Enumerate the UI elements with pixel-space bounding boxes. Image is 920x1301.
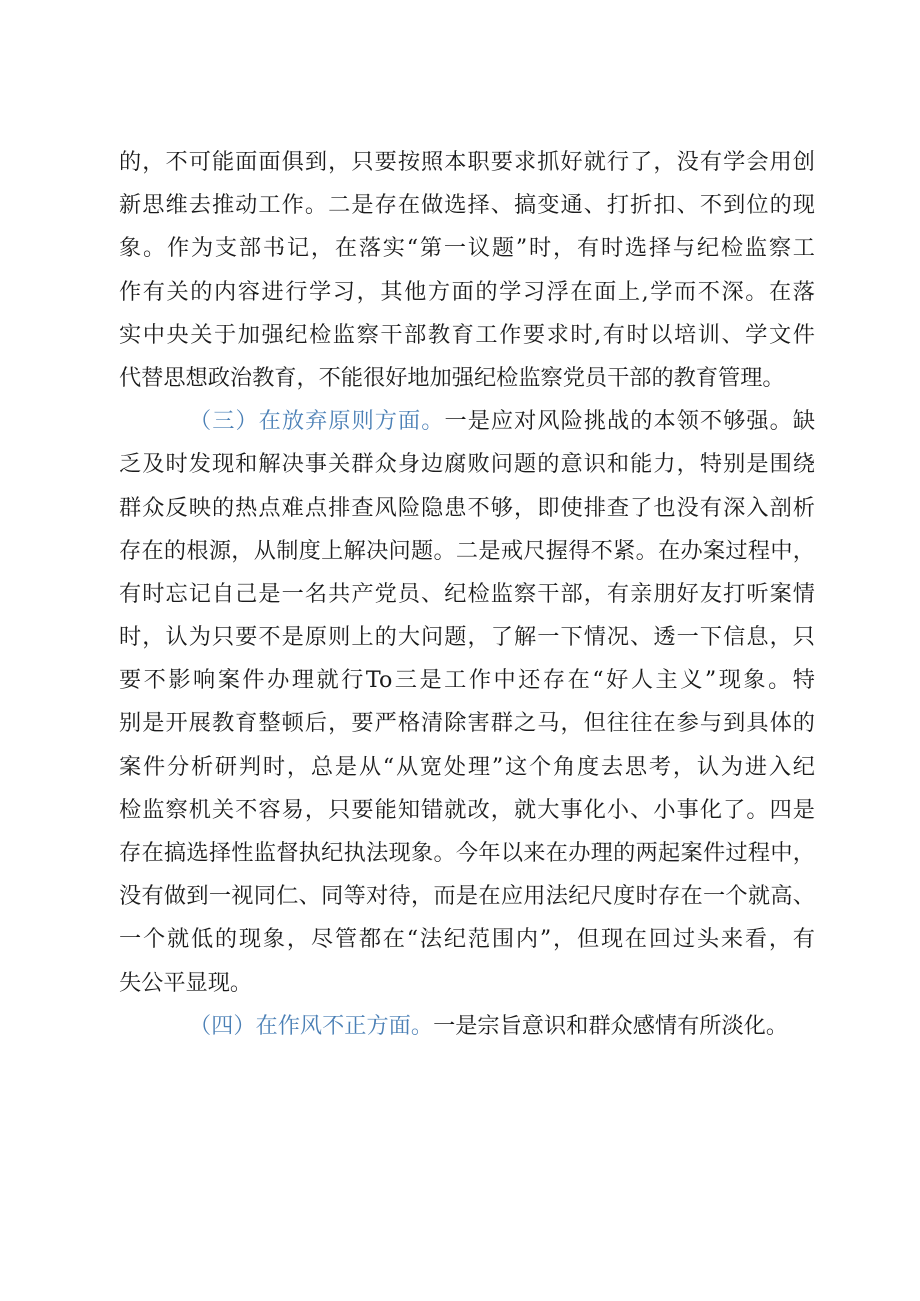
paragraph-line: 的，不可能面面俱到，只要按照本职要求抓好就行了，没有学会用创: [119, 149, 815, 175]
paragraph-line: 象。作为支部书记，在落实“第一议题”时，有时选择与纪检监察工: [119, 235, 815, 262]
section-4-heading: （四）在作风不正方面。: [189, 1012, 434, 1039]
section-4-first-line: [119, 1005, 815, 1048]
paragraph-line: 时，认为只要不是原则上的大问题，了解一下情况、透一下信息，只: [119, 624, 815, 651]
paragraph-line: 一个就低的现象，尽管都在“法纪范围内”，但现在回过头来看，有: [119, 926, 815, 953]
paragraph-line: 乏及时发现和解决事关群众身边腐败问题的意识和能力，特别是围绕: [119, 451, 815, 478]
section-3-heading: （三）在放弃原则方面。: [189, 408, 445, 435]
section-3-text: 一是应对风险挑战的本领不够强。缺: [444, 408, 816, 435]
paragraph-line: 没有做到一视同仁、同等对待，而是在应用法纪尺度时存在一个就高、: [119, 883, 815, 910]
paragraph-line: 群众反映的热点难点排查风险隐患不够，即使排查了也没有深入剖析: [119, 494, 815, 521]
paragraph-line: 要不影响案件办理就行To三是工作中还存在“好人主义”现象。特: [119, 667, 815, 694]
paragraph-line: 代替思想政治教育，不能很好地加强纪检监察党员干部的教育管理。: [119, 364, 785, 391]
paragraph-line: 别是开展教育整顿后，要严格清除害群之马，但往往在参与到具体的: [119, 710, 815, 737]
paragraph-line: 失公平显现。: [119, 969, 253, 996]
paragraph-line: 检监察机关不容易，只要能知错就改，就大事化小、小事化了。四是: [119, 796, 815, 823]
paragraph-line: 作有关的内容进行学习，其他方面的学习浮在面上,学而不深。在落: [119, 278, 815, 305]
section-4-text: 一是宗旨意识和群众感情有所淡化。: [433, 1012, 789, 1039]
paragraph-line: 案件分析研判时，总是从“从宽处理”这个角度去思考，认为进入纪: [119, 753, 815, 780]
paragraph-line: 实中央关于加强纪检监察干部教育工作要求时,有时以培训、学文件: [119, 321, 815, 348]
section-3-first-line: [119, 400, 815, 443]
paragraph-line: 存在搞选择性监督执纪执法现象。今年以来在办理的两起案件过程中，: [119, 840, 815, 866]
paragraph-line: 存在的根源，从制度上解决问题。二是戒尺握得不紧。在办案过程中，: [119, 537, 815, 564]
body-text: [119, 141, 815, 1048]
paragraph-line: 有时忘记自己是一名共产党员、纪检监察干部，有亲朋好友打听案情: [119, 580, 815, 607]
paragraph-line: 新思维去推动工作。二是存在做选择、搞变通、打折扣、不到位的现: [119, 192, 815, 219]
